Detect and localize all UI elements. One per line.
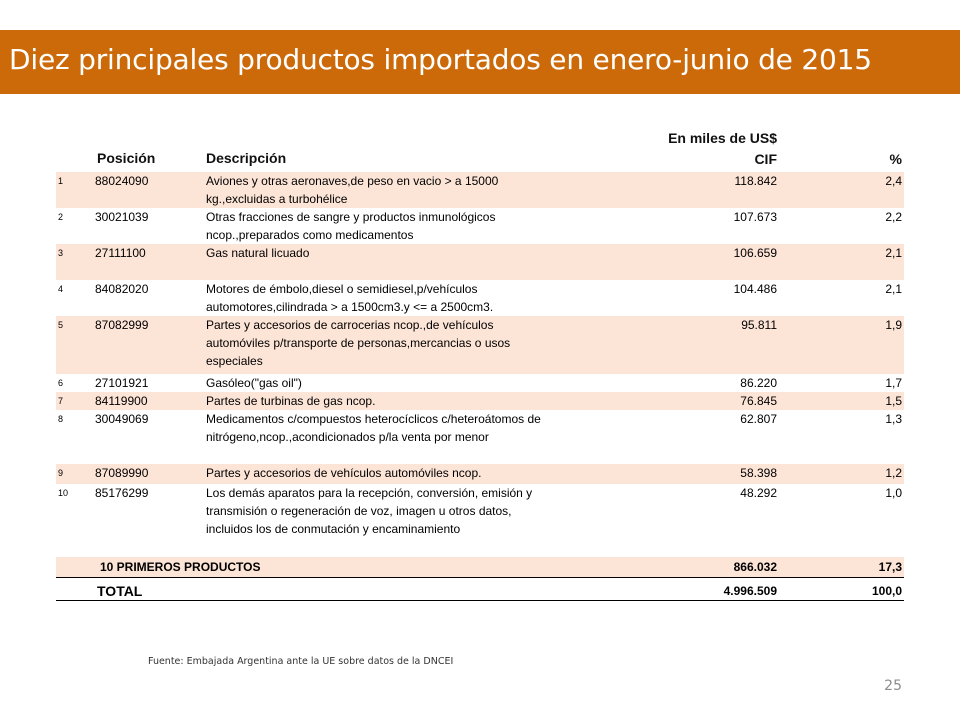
row-description <box>206 244 626 262</box>
description-line: automotores,cilindrada > a 1500cm3.y <= a 2500cm3. <box>206 300 494 314</box>
row-description <box>206 464 626 482</box>
row-number: 6 <box>58 378 64 388</box>
description-line: Motores de émbolo,diesel o semidiesel,p/vehículos <box>206 282 478 296</box>
row-cif-value: 104.486 <box>733 282 777 296</box>
row-description <box>206 374 626 392</box>
top10-pct: 17,3 <box>878 560 902 574</box>
row-number: 7 <box>58 396 64 406</box>
row-number: 2 <box>58 212 64 222</box>
row-position: 85176299 <box>95 486 149 500</box>
row-percent: 1,0 <box>885 486 902 500</box>
row-number: 9 <box>58 468 64 478</box>
table-row <box>56 464 904 484</box>
row-description <box>206 208 626 244</box>
row-cif-value: 95.811 <box>741 318 777 332</box>
row-position: 88024090 <box>95 174 149 188</box>
top10-cif: 866.032 <box>733 560 777 574</box>
total-cif: 4.996.509 <box>723 584 777 598</box>
row-cif-value: 106.659 <box>733 246 777 260</box>
description-line: Gas natural licuado <box>206 246 310 260</box>
row-percent: 1,7 <box>885 376 902 390</box>
row-percent: 1,2 <box>885 466 902 480</box>
row-cif-value: 58.398 <box>740 466 777 480</box>
table-row <box>56 208 904 244</box>
total-row <box>56 581 904 601</box>
row-percent: 2,1 <box>885 246 902 260</box>
description-line: automóviles p/transporte de personas,mercancias o usos <box>206 336 511 350</box>
row-position: 87089990 <box>95 466 149 480</box>
header-percent: % <box>889 151 902 167</box>
divider-line <box>56 577 904 578</box>
description-line: Aviones y otras aeronaves,de peso en vacio > a 15000 <box>206 174 499 188</box>
row-description <box>206 484 626 538</box>
description-line: ncop.,preparados como medicamentos <box>206 228 414 242</box>
description-line: Los demás aparatos para la recepción, conversión, emisión y <box>206 486 533 500</box>
row-cif-value: 107.673 <box>733 210 777 224</box>
row-cif-value: 76.845 <box>740 394 777 408</box>
row-percent: 2,1 <box>885 282 902 296</box>
table-row <box>56 392 904 410</box>
description-line: especiales <box>206 354 263 368</box>
row-position: 84119900 <box>95 394 148 408</box>
table-row <box>56 410 904 464</box>
description-line: Partes y accesorios de carrocerias ncop.,de vehículos <box>206 318 494 332</box>
row-cif-value: 62.807 <box>740 412 777 426</box>
description-line: Partes y accesorios de vehículos automóviles ncop. <box>206 466 482 480</box>
bottom-line <box>56 600 904 601</box>
row-number: 4 <box>58 284 64 294</box>
description-line: Medicamentos c/compuestos heterocíclicos c/heteroátomos de <box>206 412 541 426</box>
row-cif-value: 48.292 <box>740 486 777 500</box>
table-row <box>56 316 904 374</box>
row-position: 87082999 <box>95 318 149 332</box>
row-percent: 1,5 <box>885 394 902 408</box>
table-row <box>56 374 904 392</box>
row-cif-value: 118.842 <box>734 174 777 188</box>
row-position: 27111100 <box>95 246 146 260</box>
total-pct: 100,0 <box>871 584 902 598</box>
description-line: Otras fracciones de sangre y productos inmunológicos <box>206 210 496 224</box>
row-position: 30049069 <box>95 412 149 426</box>
row-description <box>206 392 626 410</box>
header-cif-line1: En miles de US$ <box>668 130 777 146</box>
row-description <box>206 172 626 208</box>
row-percent: 2,4 <box>885 174 902 188</box>
table-row <box>56 172 904 208</box>
row-percent: 1,3 <box>885 412 902 426</box>
description-line: transmisión o regeneración de voz, imagen u otros datos, <box>206 504 512 518</box>
row-position: 30021039 <box>95 210 149 224</box>
table-row <box>56 244 904 280</box>
page-number: 25 <box>884 678 902 694</box>
total-label: TOTAL <box>97 583 143 599</box>
top10-row <box>56 557 904 577</box>
table-row <box>56 484 904 557</box>
description-line: kg.,excluidas a turbohélice <box>206 192 348 206</box>
description-line: Partes de turbinas de gas ncop. <box>206 394 376 408</box>
row-description <box>206 316 626 370</box>
row-description <box>206 410 626 446</box>
source-footnote: Fuente: Embajada Argentina ante la UE sobre datos de la DNCEI <box>148 656 454 667</box>
description-line: incluidos los de conmutación y encaminamiento <box>206 522 461 536</box>
table-row <box>56 280 904 316</box>
row-position: 27101921 <box>95 376 149 390</box>
title-bar <box>0 30 960 94</box>
row-number: 5 <box>58 320 64 330</box>
row-number: 3 <box>58 248 64 258</box>
row-cif-value: 86.220 <box>740 376 777 390</box>
row-number: 10 <box>58 488 69 498</box>
row-percent: 2,2 <box>885 210 902 224</box>
row-percent: 1,9 <box>885 318 902 332</box>
header-cif-line2: CIF <box>754 151 777 167</box>
description-line: nitrógeno,ncop.,acondicionados p/la venta por menor <box>206 430 489 444</box>
row-position: 84082020 <box>95 282 149 296</box>
header-position: Posición <box>97 150 156 166</box>
description-line: Gasóleo("gas oil") <box>206 376 302 390</box>
page-title: Diez principales productos importados en enero-junio de 2015 <box>9 43 872 76</box>
row-number: 8 <box>58 414 64 424</box>
row-number: 1 <box>58 176 64 186</box>
top10-label: 10 PRIMEROS PRODUCTOS <box>100 560 261 574</box>
row-description <box>206 280 626 316</box>
header-description: Descripción <box>206 150 287 166</box>
